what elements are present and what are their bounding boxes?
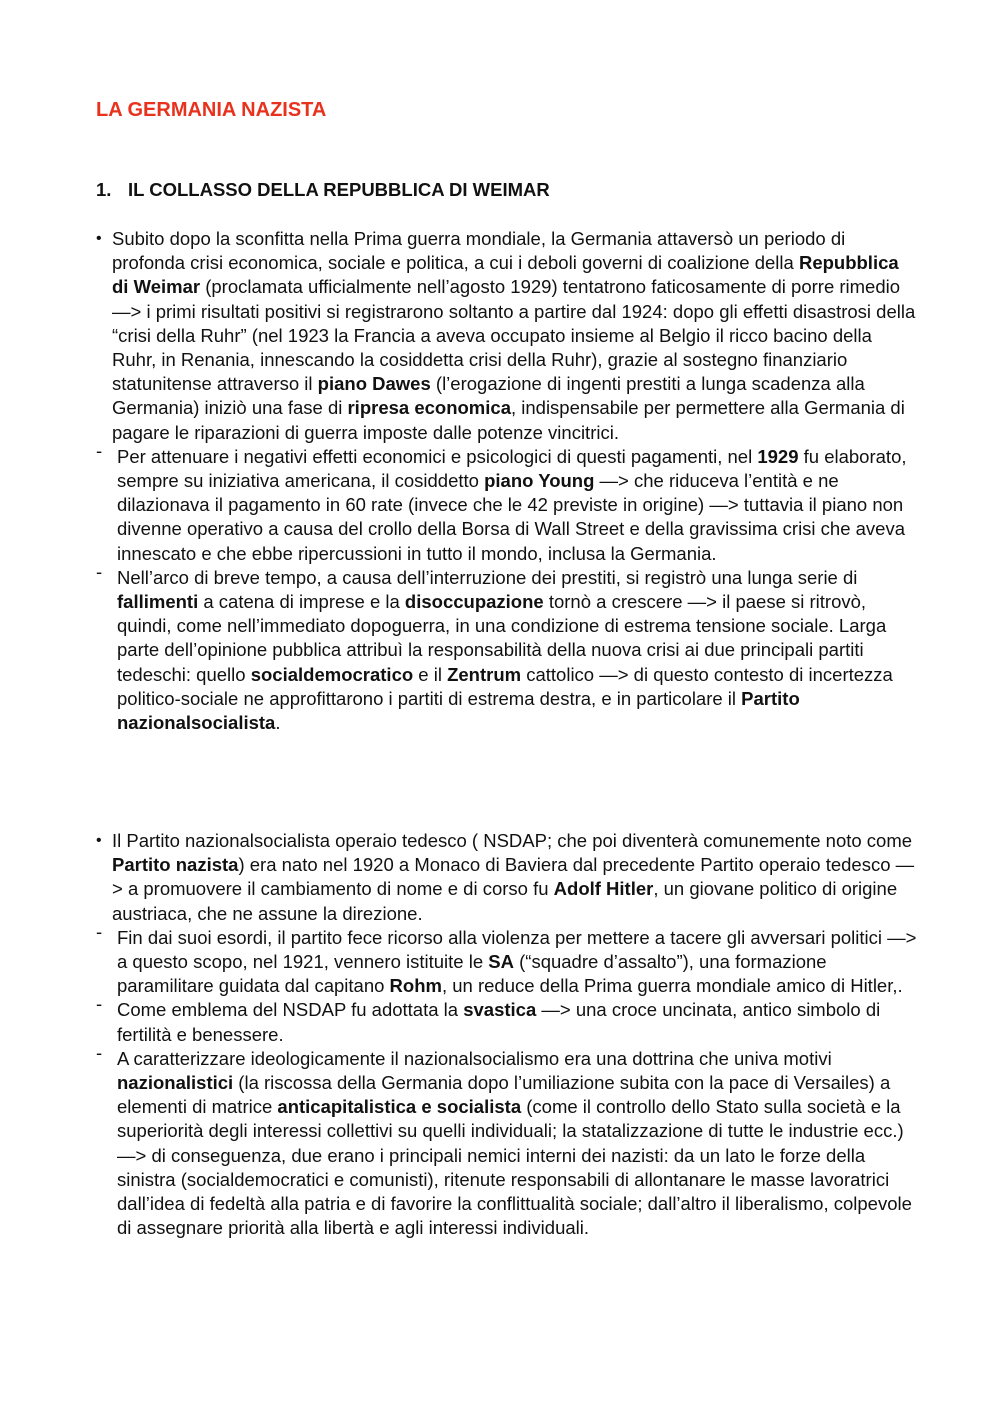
text-run: ) era nato nel 1920 a Monaco di Baviera dal precedente Partito operaio tedesco —> a promuovere il cambiamento di nome e di corso fu [112, 854, 915, 900]
bold-term: ripresa economica [347, 397, 511, 419]
paragraph-text [117, 566, 917, 735]
dash-list-item [0, 993, 1000, 1046]
paragraph-text [117, 445, 917, 566]
paragraph-text [112, 829, 917, 926]
paragraph-text [117, 926, 917, 999]
text-run: Fin dai suoi esordi, il partito fece ricorso alla violenza per mettere a tacere gli avversari politici —> a questo scopo, nel 1921, vennero istituite le [117, 926, 917, 973]
dash-marker: - [96, 993, 103, 1015]
dash-list-item [0, 439, 1000, 566]
paragraph-text [117, 1047, 917, 1241]
text-run: Nell’arco di breve tempo, a causa dell’interruzione dei prestiti, si registrò una lunga serie di [117, 566, 858, 588]
bold-term: 1929 [757, 445, 799, 467]
bold-term: Partito nazionalsocialista [117, 687, 800, 734]
dash-list-item [0, 1041, 1000, 1241]
bold-term: nazionalistici [117, 1072, 234, 1094]
bold-term: Partito nazista [112, 854, 239, 876]
bullet-marker: • [96, 832, 102, 849]
text-run: . [275, 712, 281, 734]
text-run: —> una croce uncinata, antico simbolo di fertilità e benessere. [117, 999, 881, 1045]
paragraph-text [117, 998, 917, 1046]
text-run: Come emblema del NSDAP fu adottata la [117, 999, 464, 1021]
dash-list-item [0, 560, 1000, 735]
section-number: 1. [96, 179, 112, 200]
bullet-paragraph [0, 227, 1000, 445]
text-run: —> che riduceva l’entità e ne dilazionava il pagamento in 60 rate (invece che le 42 previste in origine) —> tuttavia il piano non divenne operativo a causa del crollo della Borsa di Wall Street e della gravissima crisi che aveva innescato e che ebbe ripercussioni in tutto il mondo, inclusa la Germania. [117, 470, 906, 564]
bold-term: Adolf Hitler [553, 878, 654, 900]
text-run: A caratterizzare ideologicamente il nazionalsocialismo era una dottrina che univa motivi [117, 1047, 832, 1069]
bold-term: Zentrum [447, 663, 522, 685]
bold-term: disoccupazione [404, 591, 544, 613]
bold-term: SA [488, 951, 514, 973]
text-run: cattolico —> di questo contesto di incertezza politico-sociale ne approfittarono i partiti di estrema destra, e in particolare il [117, 663, 893, 709]
text-run: , indispensabile per permettere alla Germania di pagare le riparazioni di guerra imposte dalle potenze vincitrici. [112, 397, 905, 443]
dash-marker: - [96, 920, 103, 942]
bold-term: svastica [463, 999, 537, 1021]
text-run: (come il controllo dello Stato sulla società e la superiorità degli interessi collettivi su quelli individuali; la statalizzazione di tutte le industrie ecc.) —> di conseguenza, due erano i principali nemici interni dei nazisti: da un lato le forze della sinistra (socialdemocratici e comunisti), ritenute responsabili di allontanare le masse lavoratrici dall’idea di fedeltà alla patria e di favorire la conflittualità sociale; dall’altro il liberalismo, colpevole di assegnare priorità alla libertà e agli interessi individuali. [117, 1096, 912, 1239]
text-run: (proclamata ufficialmente nell’agosto 1929) tentatrono faticosamente di porre rimedio —> i primi risultati positivi si registrarono soltanto a partire dal 1924: dopo gli effetti disastrosi della “crisi della Ruhr” (nel 1923 la Francia a aveva occupato insieme al Belgio il ricco bacino della Ruhr, in Renania, innescando la cosiddetta crisi della Ruhr), grazie al sostegno finanziario statunitense attraverso il [112, 276, 916, 395]
dash-list-item [0, 920, 1000, 999]
bold-term: piano Young [484, 470, 595, 492]
bold-term: fallimenti [117, 591, 199, 613]
paragraph-text [112, 227, 917, 445]
text-run: (la riscossa della Germania dopo l’umiliazione subita con la pace di Versailes) a elementi di matrice [117, 1072, 891, 1118]
bold-term: piano Dawes [317, 373, 431, 395]
dash-marker: - [96, 1041, 103, 1063]
bullet-marker: • [96, 230, 102, 247]
dash-marker: - [96, 560, 103, 582]
bold-term: anticapitalistica e socialista [277, 1096, 522, 1118]
text-run: a catena di imprese e la [198, 591, 405, 613]
text-run: , un reduce della Prima guerra mondiale amico di Hitler,. [441, 975, 903, 997]
text-run: (“squadre d’assalto”), una formazione paramilitare guidata dal capitano [117, 951, 827, 997]
text-block-1 [0, 227, 1000, 735]
text-block-2 [0, 829, 1000, 1240]
bullet-paragraph [0, 829, 1000, 926]
text-run: , un giovane politico di origine austriaca, che ne assune la direzione. [112, 878, 898, 924]
bold-term: Rohm [389, 975, 442, 997]
text-run: fu elaborato, sempre su iniziativa americana, il cosiddetto [117, 445, 907, 492]
section-title: IL COLLASSO DELLA REPUBBLICA DI WEIMAR [128, 179, 550, 200]
document-title: LA GERMANIA NAZISTA [96, 99, 327, 121]
dash-marker: - [96, 439, 103, 461]
text-run: (l’erogazione di ingenti prestiti a lunga scadenza alla Germania) iniziò una fase di [112, 373, 865, 419]
section-heading [96, 178, 550, 202]
text-run: Subito dopo la sconfitta nella Prima guerra mondiale, la Germania attaversò un periodo di profonda crisi economica, sociale e politica, a cui i deboli governi di coalizione della [112, 228, 846, 274]
text-run: Il Partito nazionalsocialista operaio tedesco ( NSDAP; che poi diventerà comunemente noto come [112, 830, 913, 851]
text-run: e il [413, 663, 448, 685]
bold-term: Repubblica di Weimar [112, 252, 899, 298]
bold-term: socialdemocratico [250, 663, 414, 685]
text-run: tornò a crescere —> il paese si ritrovò, quindi, come nell’immediato dopoguerra, in una condizione di estrema tensione sociale. Larga parte dell’opinione pubblica attribuì la responsabilità della nuova crisi ai due principali partiti tedeschi: quello [117, 591, 887, 685]
text-run: Per attenuare i negativi effetti economici e psicologici di questi pagamenti, nel [117, 445, 758, 467]
